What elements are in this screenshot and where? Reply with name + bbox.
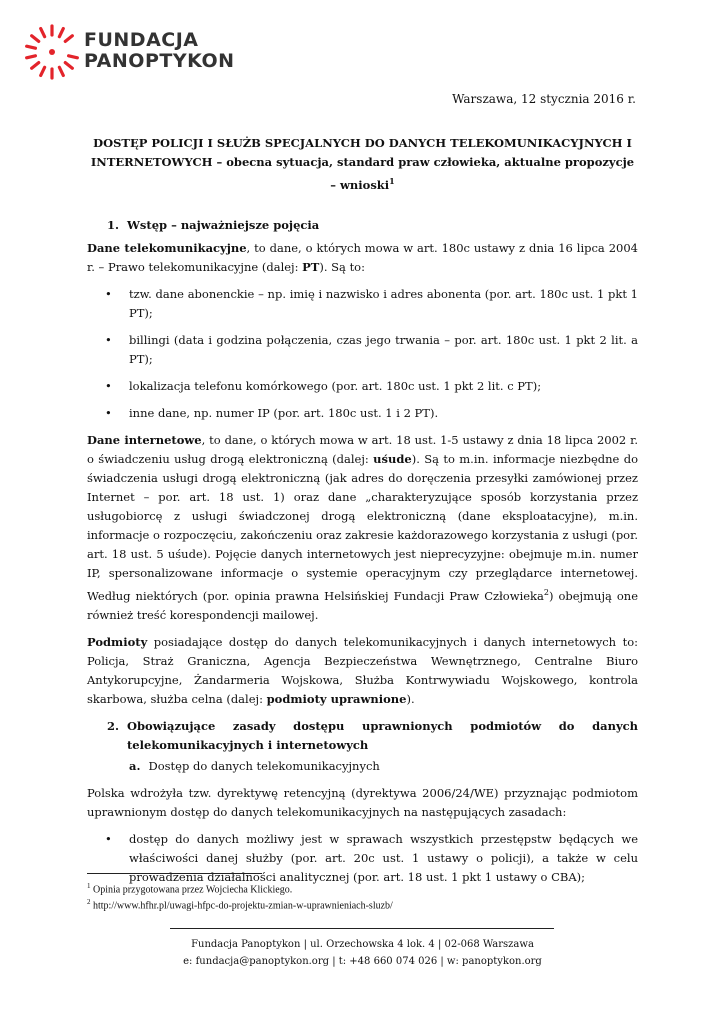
entities-text-1: posiadające dostęp do danych telekomunikacyjnych i danych internetowych to: Policja, Straż Graniczna, Agencja Bezpieczeństwa Wewnętrznego, Centralne Biuro Antykorupcyjne, Żandarmeria Wojskowa, Służba Kontrwywiadu Wojskowego, kontrola skarbowa, służba celna (dalej: [87,634,638,706]
footnote-2-number: 2 [87,898,91,907]
internet-text-3: ) obejmują one również treść korespondencji mailowej. [87,588,638,622]
footnote-1-text: Opinia przygotowana przez Wojciecha Klickiego. [90,884,293,896]
document-body [87,134,638,895]
abbr-pt: PT [302,259,320,274]
telecom-text-2: ). Są to: [319,259,365,274]
document-date: Warszawa, 12 stycznia 2016 r. [452,92,636,106]
term-entities: Podmioty [87,634,148,649]
footnote-2 [87,896,393,912]
term-internet: Dane internetowe [87,432,202,447]
section-2a-title: Dostęp do danych telekomunikacyjnych [148,758,380,773]
logo-line-2: PANOPTYKON [84,50,235,72]
section-2-number: 2. [107,718,120,733]
entities-text-2: ). [406,691,415,706]
paragraph-telecom-data [87,239,638,277]
telecom-data-list [87,285,638,423]
access-rules-list [87,830,638,887]
section-1-title: Wstęp – najważniejsze pojęcia [127,217,320,232]
abbr-usude: uśude [373,451,412,466]
list-item: • tzw. dane abonenckie – np. imię i nazwisko i adres abonenta (por. art. 180c ust. 1 pkt 1 PT); [87,285,638,323]
footnotes [87,880,393,913]
footer-address: Fundacja Panoptykon | ul. Orzechowska 4 lok. 4 | 02-068 Warszawa [191,939,534,950]
footnote-1 [87,880,393,896]
list-item: • dostęp do danych możliwy jest w sprawach wszystkich przestępstw będących we właściwości danej służby (por. art. 20c ust. 1 ustawy o policji), a także w celu prowadzenia działalności analitycznej (por. art. 18 ust. 1 pkt 1 ustawy o CBA); [87,830,638,887]
page-footer [87,936,638,970]
document-title [87,134,638,195]
footnote-divider [87,873,262,874]
paragraph-poland: Polska wdrożyła tzw. dyrektywę retencyjną (dyrektywa 2006/24/WE) przyznając podmiotom uprawnionym dostęp do danych telekomunikacyjnych na następujących zasadach: [87,785,638,819]
section-2a-heading [129,757,638,776]
paragraph-internet-data [87,431,638,625]
footnote-2-link[interactable]: http://www.hfhr.pl/uwagi-hfpc-do-projektu-zmian-w-uprawnieniach-sluzb/ [90,900,393,912]
section-1-heading [107,216,638,235]
footer-contact: e: fundacja@panoptykon.org | t: +48 660 074 026 | w: panoptykon.org [183,956,542,967]
title-sub: – obecna sytuacja, standard praw człowieka, aktualne propozycje – wnioski [212,155,635,192]
panoptykon-logo-icon [22,22,82,82]
title-main: DOSTĘP POLICJI I SŁUŻB SPECJALNYCH DO DANYCH TELEKOMUNIKACYJNYCH I INTERNETOWYCH [90,136,632,169]
list-item: • billingi (data i godzina połączenia, czas jego trwania – por. art. 180c ust. 1 pkt 2 lit. a PT); [87,331,638,369]
list-item: • lokalizacja telefonu komórkowego (por. art. 180c ust. 1 pkt 2 lit. c PT); [87,377,638,396]
internet-text-1: , to dane, o których mowa w art. 18 ust. 1-5 ustawy z dnia 18 lipca 2002 r. o świadczeniu usług drogą elektroniczną (dalej: [87,432,638,466]
telecom-text-1: , to dane, o których mowa w art. 180c ustawy z dnia 16 lipca 2004 r. – Prawo telekomunikacyjne (dalej: [87,240,638,274]
section-1-number: 1. [107,217,120,232]
title-footnote-ref: 1 [389,176,395,186]
footnote-ref-2: 2 [543,587,549,597]
section-2a-letter: a. [129,758,141,773]
logo-line-1: FUNDACJA [84,29,199,51]
paragraph-entities [87,633,638,709]
abbr-entities: podmioty uprawnione [266,691,407,706]
section-2-title: Obowiązujące zasady dostępu uprawnionych podmiotów do danych telekomunikacyjnych i internetowych [127,718,638,752]
internet-text-2: ). Są to m.in. informacje niezbędne do świadczenia usługi drogą elektroniczną (jak adres do doręczenia przesyłki zamówionej przez Internet – por. art. 18 ust. 1) oraz dane „charakteryzujące sposób korzystania przez usługobiorcę z usługi świadczonej drogą elektroniczną (dane eksploatacyjne), m.in. informacje o rozpoczęciu, zakończeniu oraz zakresie każdorazowego korzystania z usługi (por. art. 18 ust. 5 uśude). Pojęcie danych internetowych jest nieprecyzyjne: obejmuje m.in. numer IP, spersonalizowane informacje o systemie operacyjnym czy przeglądarce internetowej. Według niektórych (por. opinia prawna Helsińskiej Fundacji Praw Człowieka [87,451,638,603]
list-item: • inne dane, np. numer IP (por. art. 180c ust. 1 i 2 PT). [87,404,638,423]
footer-divider [170,928,554,929]
term-telecom: Dane telekomunikacyjne [87,240,247,255]
section-2-heading [107,717,638,755]
footnote-1-number: 1 [87,882,91,890]
logo-wordmark [84,30,235,72]
